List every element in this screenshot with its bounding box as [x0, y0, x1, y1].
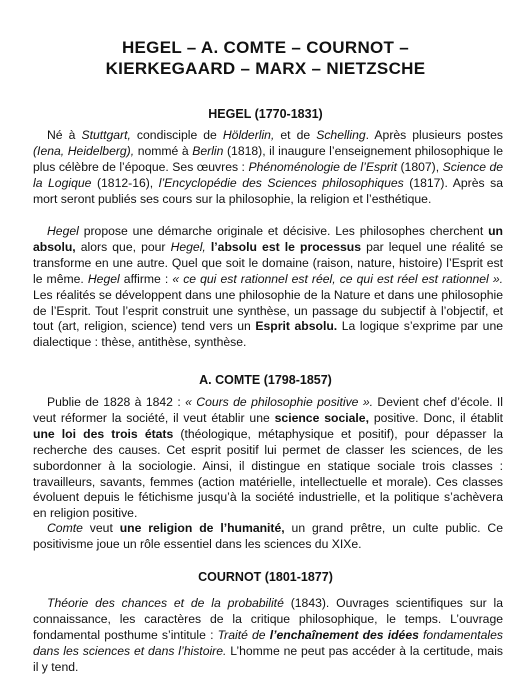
cournot-paragraph-works — [33, 596, 503, 676]
text-run: Traité de — [217, 627, 270, 642]
text-run: Science de la Logique — [33, 159, 504, 190]
text-run: Phénoménologie de l’Esprit — [248, 159, 398, 174]
text-run: (Iena, Heidelberg), — [33, 143, 135, 158]
text-run: (1817). Après sa mort seront publiés ses cours sur la philosophie, la religion et l’esthétique. — [33, 175, 504, 206]
text-run: science sociale, — [274, 410, 369, 425]
text-run: et de — [274, 128, 317, 142]
text-run: une loi des trois états — [33, 426, 174, 441]
section-heading-cournot: COURNOT (1801-1877) — [198, 570, 333, 584]
document-title-line-2: KIERKEGAARD – MARX – NIETZSCHE — [105, 59, 426, 78]
text-run: alors que, pour — [75, 239, 171, 254]
text-run: une religion de l’humanité, — [119, 521, 285, 535]
text-run: affirme : — [119, 271, 173, 286]
text-run: nommé à — [134, 143, 193, 158]
text-run: Stuttgart, — [81, 128, 131, 142]
text-run: l’Encyclopédie des Sciences philosophiques — [158, 175, 404, 190]
hegel-paragraph-doctrine — [33, 224, 503, 351]
text-run: Esprit absolu. — [255, 319, 338, 334]
text-run: Comte — [47, 521, 83, 535]
text-run: positive. Donc, il établit — [368, 410, 503, 425]
text-run: « ce qui est rationnel est réel, ce qui est réel est rationnel ». — [172, 271, 503, 286]
text-run: Hölderlin, — [222, 128, 275, 142]
text-run: Berlin — [192, 143, 224, 158]
text-run: L’homme ne peut pas accéder à la certitude, mais il y tend. — [33, 643, 503, 674]
text-run: condisciple de — [130, 128, 223, 142]
text-run: (1843). Ouvrages scientifiques sur la connaissance, les caractères de la critique philosophique, le temps. L’ouvrage fondamental posthume s’intitule : — [33, 596, 503, 642]
text-run: Devient chef d’école. Il veut réformer la société, il veut établir une — [33, 395, 503, 425]
text-run: (1807), — [397, 159, 443, 174]
text-run: (1818), il inaugure l’enseignement philosophique le plus célèbre de l’époque. Ses œuvres : — [33, 143, 503, 174]
section-heading-comte: A. COMTE (1798-1857) — [199, 373, 332, 387]
text-run: l’enchaînement des idées — [269, 627, 419, 642]
text-run: « Cours de philosophie positive ». — [185, 395, 374, 409]
text-run: Hegel — [87, 271, 120, 286]
section-heading-hegel: HEGEL (1770-1831) — [208, 107, 323, 121]
text-run: Hegel — [47, 224, 79, 238]
text-run: Publie de 1828 à 1842 : — [47, 395, 186, 409]
text-run: un absolu, — [33, 224, 503, 254]
text-run: . Après plusieurs postes — [365, 128, 503, 142]
comte-paragraph-work — [33, 395, 503, 522]
text-run: veut — [82, 521, 120, 535]
text-run: (théologique, métaphysique et positif), pour dépasser la recherche des causes. Cet esprit positif lui permet de classer les sciences, de les subordonner à la sociologie. Ainsi, il distingue en statique sociale trois classes : travailleurs, savants, femmes (action matérielle, intellectuelle et morale). Ces classes évoluent depuis le fétichisme jusqu’à la société industrielle, et la politique s’achèvera en religion positive. — [33, 426, 504, 521]
text-run: l’absolu est le processus — [210, 239, 361, 254]
text-run: Théorie des chances et de la probabilité — [47, 596, 284, 610]
text-run: un grand prêtre, un culte public. Ce positivisme joue un rôle essentiel dans les sciences du XIXe. — [33, 521, 503, 551]
text-run: Les réalités se développent dans une philosophie de la Nature et dans une philosophie de l’Esprit. Tout l’esprit construit une synthèse, un passage du subjectif à l’objectif, et tout (art, religion, science) tend vers un — [33, 287, 503, 334]
text-run: propose une démarche originale et décisive. Les philosophes cherchent — [78, 224, 489, 238]
comte-paragraph-religion — [33, 521, 503, 553]
text-run: La logique s’exprime par une dialectique : thèse, antithèse, synthèse. — [33, 319, 504, 350]
hegel-paragraph-biography — [33, 128, 503, 208]
document-title-line-1: HEGEL – A. COMTE – COURNOT – — [121, 38, 410, 57]
text-run: par lequel une réalité se transforme en une autre. Quel que soit le domaine (raison, nature, histoire) l’Esprit est le même. — [33, 239, 503, 286]
text-run: Né à — [47, 128, 82, 142]
text-run: Hegel, — [170, 239, 206, 254]
text-run: Schelling — [316, 128, 366, 142]
text-run: (1812-16), — [91, 175, 159, 190]
text-run: fondamentales dans les sciences et dans l’histoire. — [33, 627, 503, 658]
